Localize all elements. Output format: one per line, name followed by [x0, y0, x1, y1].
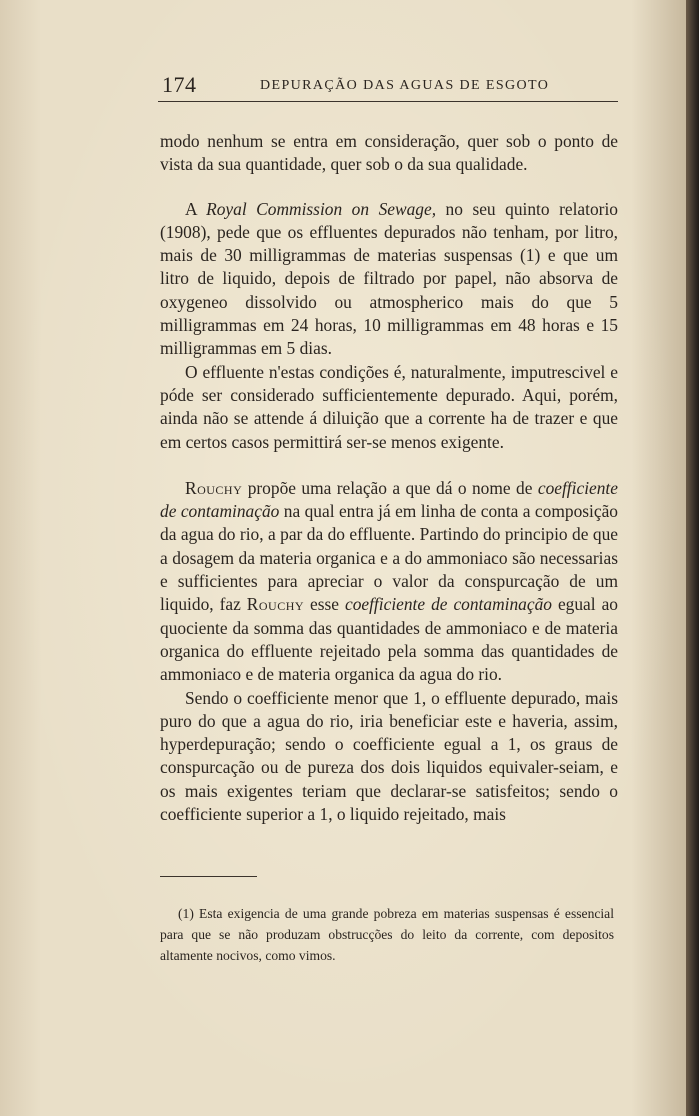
p4-text-3: esse — [304, 594, 345, 615]
paragraph-5: Sendo o coefficiente menor que 1, o effluente depurado, mais puro do que a agua do rio, iria beneficiar este e haveria, assim, hyperdepuração; sendo o coefficiente egual a 1, os graus de conspurcação ou de pureza dos dois liquidos equivaler-seiam, e os mais exigentes teriam que declarar-se satisfeitos; sendo o coefficiente superior a 1, o liquido rejeitado, mais — [160, 687, 618, 825]
page-header — [160, 72, 620, 102]
p4-text-2: na qual entra já em linha de conta a composição da agua do rio, a par da do effluente. Partindo do principio de que a dosagem da materia organica e a do ammoniaco são necessarias e sufficientes para apreciar o valor da conspurcação de um liquido, faz — [160, 501, 618, 615]
header-rule — [158, 101, 618, 102]
author-name: Rouchy — [246, 594, 305, 615]
paragraph-2 — [160, 198, 618, 361]
footnote — [160, 903, 614, 966]
italic-term: coefficiente de contaminação — [160, 477, 618, 522]
p4-text-4: egual ao quociente da somma das quantidades de ammoniaco e de materia organica do effluente rejeitado pela somma das quantidades de ammoniaco e de materia organica da agua do rio. — [160, 594, 618, 685]
footnote-rule — [160, 876, 257, 877]
author-name: Rouchy — [185, 477, 243, 498]
body-text — [160, 130, 618, 826]
running-title: DEPURAÇÃO DAS AGUAS DE ESGOTO — [260, 78, 550, 93]
paragraph-1: modo nenhum se entra em consideração, quer sob o ponto de vista da sua quantidade, quer sob o da sua qualidade. — [160, 131, 618, 175]
p2-italic-title: Royal Commission on Sewage, — [206, 198, 437, 219]
footnote-text: (1) Esta exigencia de uma grande pobreza em materias suspensas é essencial para que se não produzam obstrucções do leito da corrente, com depositos altamente nocivos, como vimos. — [160, 906, 614, 963]
paragraph-3: O effluente n'estas condições é, naturalmente, imputrescivel e póde ser considerado sufficientemente depurado. Aqui, porém, ainda não se attende á diluição que a corrente ha de trazer e que em certos casos permittirá ser-se menos exigente. — [160, 361, 618, 452]
paragraph-4 — [160, 477, 618, 687]
p2-text: no seu quinto relatorio (1908), pede que os effluentes depurados não tenham, por litro, mais de 30 milligrammas de materias suspensas (1) e que um litro de liquido, depois de filtrado por papel, não absorva de oxygeneo dissolvido ou atmospherico mais do que 5 milligrammas em 24 horas, 10 milligrammas em 48 horas e 15 milligrammas em 5 dias. — [160, 198, 618, 359]
page-number: 174 — [162, 72, 197, 97]
page-edge — [686, 0, 699, 1116]
italic-term: coefficiente de contaminação — [344, 594, 552, 615]
p2-lead: A — [185, 198, 207, 219]
p4-text-1: propõe uma relação a que dá o nome de — [242, 477, 538, 498]
